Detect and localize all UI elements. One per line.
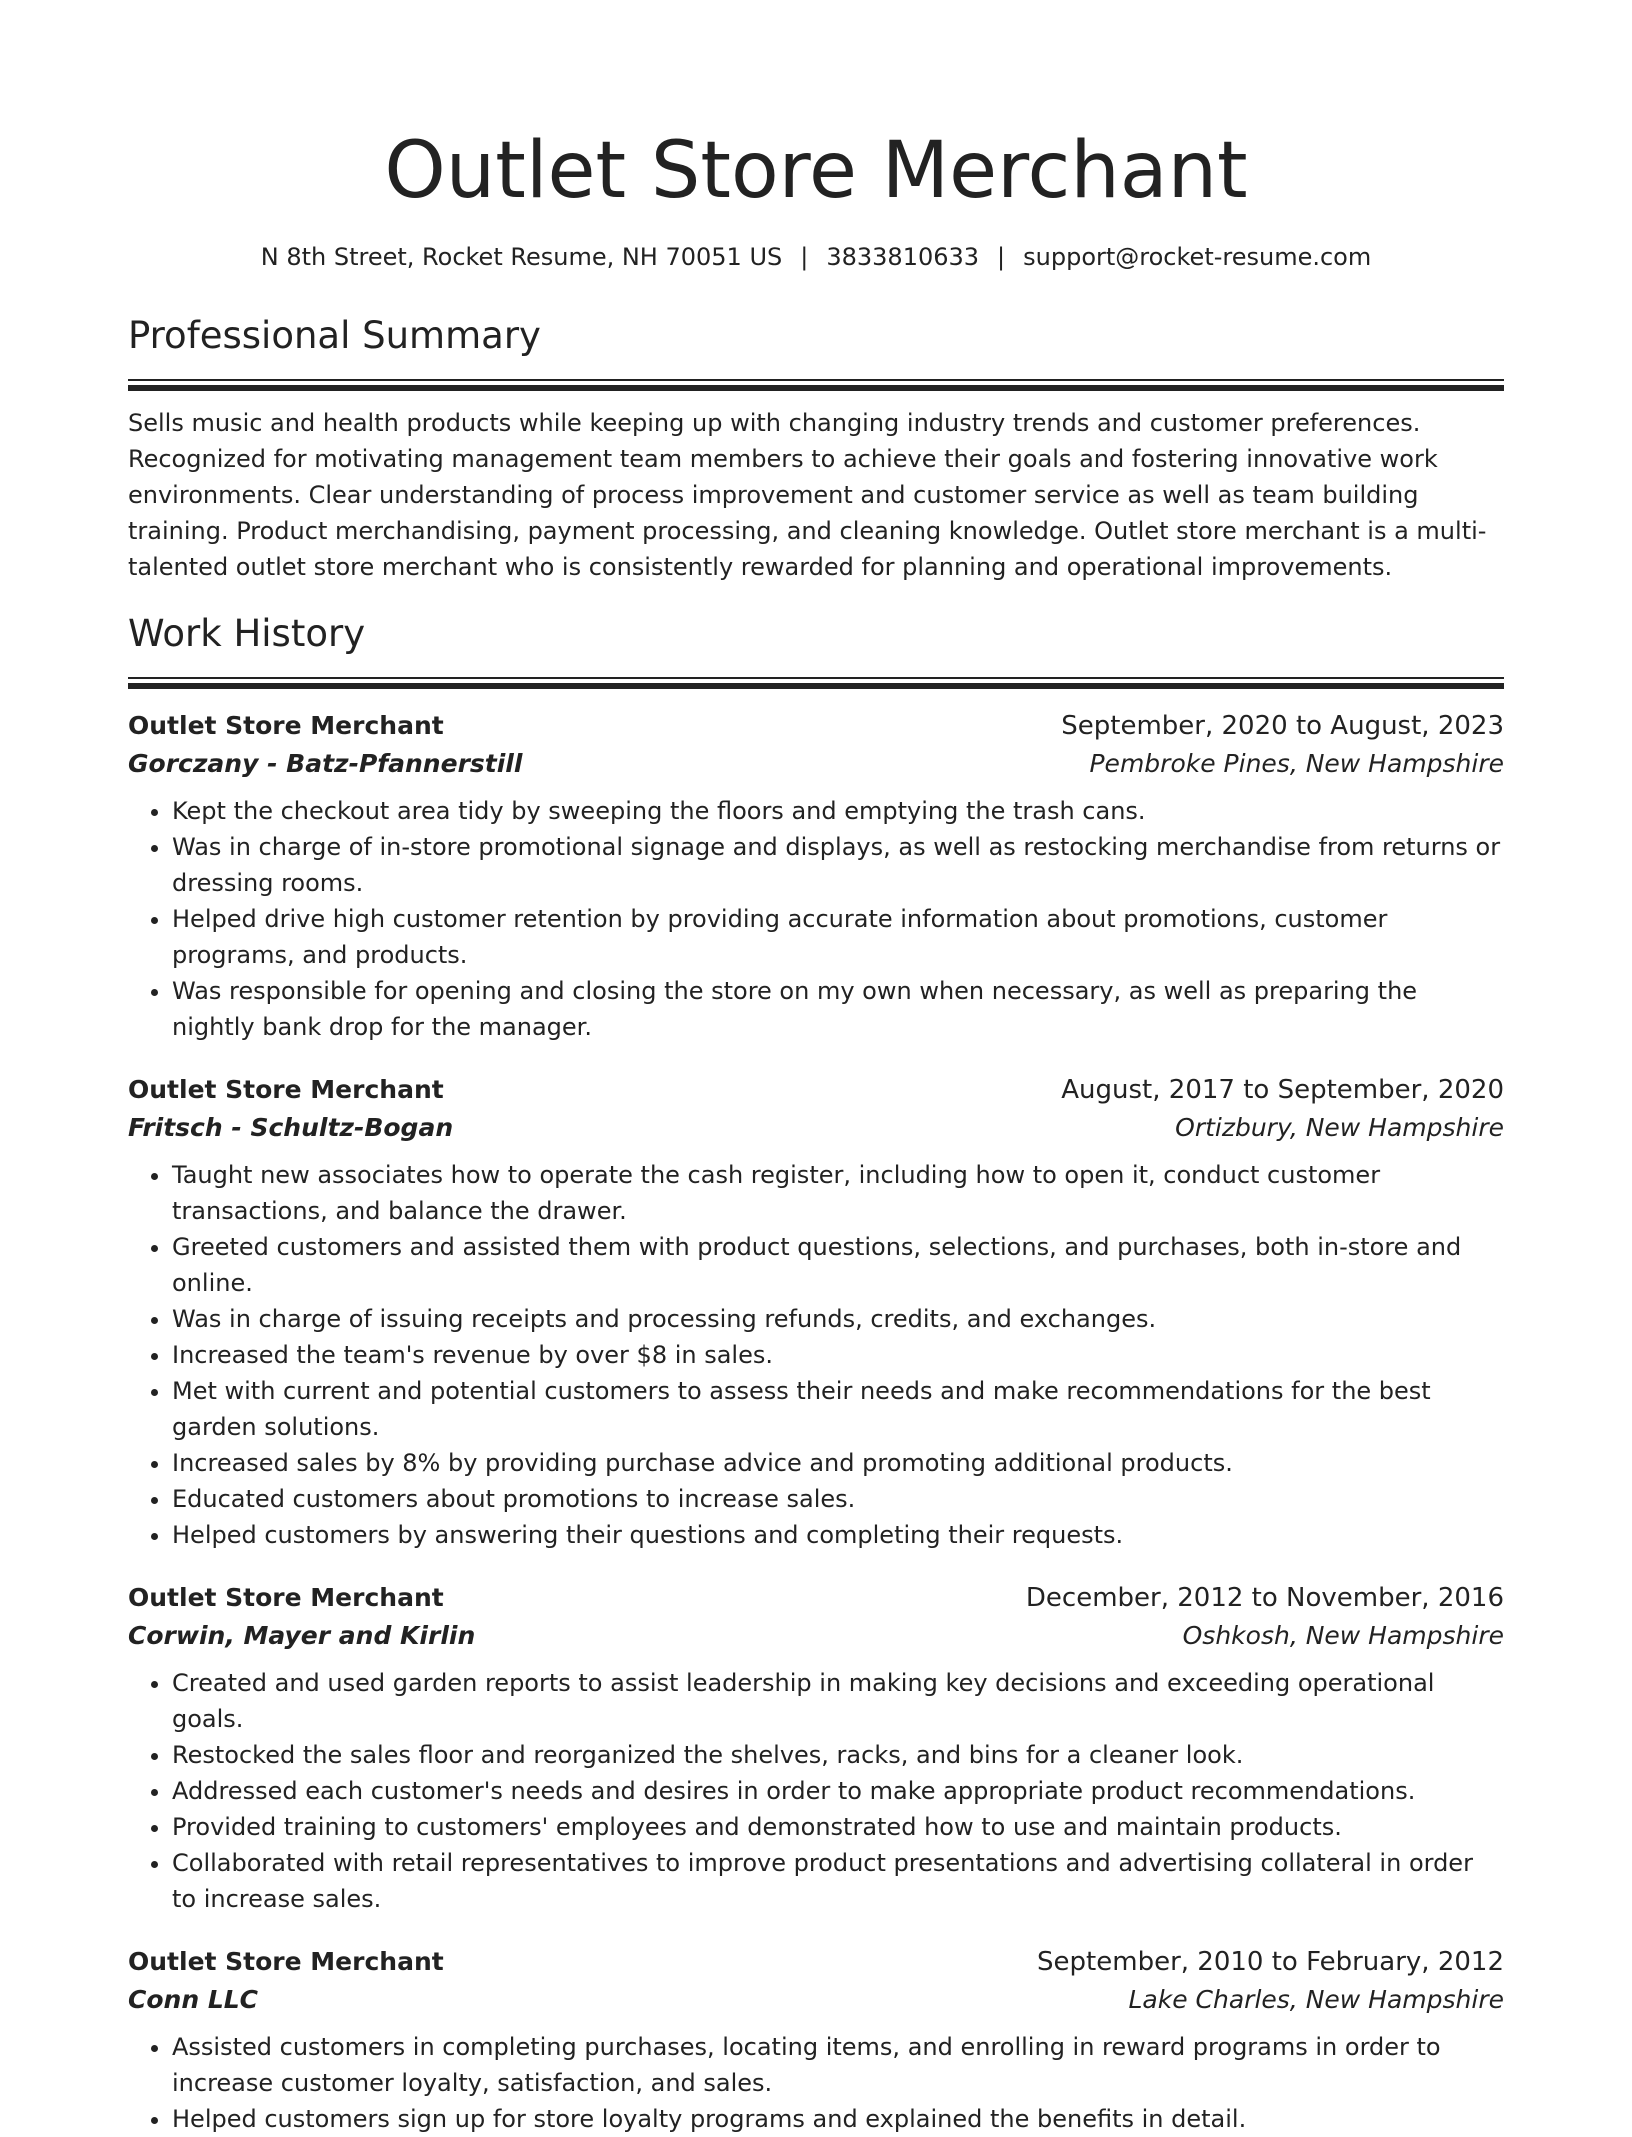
job-bullet: • Helped customers sign up for store loyalty programs and explained the benefits in detail. — [172, 2101, 1504, 2137]
job-location: Ortizbury, New Hampshire — [1175, 1113, 1504, 1142]
work-history-section-header — [128, 609, 1504, 689]
job-title: Outlet Store Merchant — [128, 1075, 444, 1104]
job-header-row — [128, 1943, 1504, 1981]
job-dates: September, 2020 to August, 2023 — [1061, 711, 1504, 741]
job-bullet: • Assisted customers in completing purchases, locating items, and enrolling in reward programs in order to increase customer loyalty, satisfaction, and sales. — [172, 2029, 1504, 2101]
job-location: Pembroke Pines, New Hampshire — [1089, 749, 1504, 778]
job-bullets — [128, 1665, 1504, 1917]
job-bullet: • Was in charge of issuing receipts and processing refunds, credits, and exchanges. — [172, 1301, 1504, 1337]
job-header-row — [128, 1071, 1504, 1109]
job-entry — [128, 1579, 1504, 1917]
job-title: Outlet Store Merchant — [128, 1947, 444, 1976]
job-bullet: • Kept the checkout area tidy by sweeping the floors and emptying the trash cans. — [172, 793, 1504, 829]
job-company: Fritsch - Schultz-Bogan — [128, 1113, 454, 1142]
job-bullet: • Provided training to customers' employees and demonstrated how to use and maintain products. — [172, 1809, 1504, 1845]
job-header-row — [128, 1579, 1504, 1617]
job-bullet: • Collaborated with retail representatives to improve product presentations and advertising collateral in order to increase sales. — [172, 1845, 1504, 1917]
job-location: Lake Charles, New Hampshire — [1128, 1985, 1504, 2014]
job-bullet: • Taught new associates how to operate the cash register, including how to open it, conduct customer transactions, and balance the drawer. — [172, 1157, 1504, 1229]
job-bullet: • Addressed each customer's needs and desires in order to make appropriate product recommendations. — [172, 1773, 1504, 1809]
summary-text: Sells music and health products while keeping up with changing industry trends and customer preferences. Recognized for motivating management team members to achieve their goals and fostering innovative work environments. Clear understanding of process improvement and customer service as well as team building training. Product merchandising, payment processing, and cleaning knowledge. Outlet store merchant is a multi-talented outlet store merchant who is consistently rewarded for planning and operational improvements. — [128, 409, 1487, 581]
job-bullets — [128, 793, 1504, 1045]
job-bullet: • Met with current and potential customers to assess their needs and make recommendations for the best garden solutions. — [172, 1373, 1504, 1445]
job-company-row — [128, 1981, 1504, 2019]
job-bullet: • Increased the team's revenue by over $8 in sales. — [172, 1337, 1504, 1373]
job-bullets — [128, 1157, 1504, 1553]
section-divider — [128, 677, 1504, 689]
job-company-row — [128, 1617, 1504, 1655]
job-header-row — [128, 707, 1504, 745]
resume-page — [128, 0, 1504, 2137]
job-entry — [128, 1071, 1504, 1553]
job-dates: September, 2010 to February, 2012 — [1037, 1947, 1504, 1977]
job-location: Oshkosh, New Hampshire — [1182, 1621, 1504, 1650]
job-bullet: • Helped customers by answering their questions and completing their requests. — [172, 1517, 1504, 1553]
job-bullet: • Increased sales by 8% by providing purchase advice and promoting additional products. — [172, 1445, 1504, 1481]
job-bullet: • Was responsible for opening and closing the store on my own when necessary, as well as preparing the nightly bank drop for the manager. — [172, 973, 1504, 1045]
work-history-section-title: Work History — [128, 612, 366, 655]
job-company-row — [128, 745, 1504, 783]
job-company: Gorczany - Batz-Pfannerstill — [128, 749, 523, 778]
job-list — [128, 707, 1504, 2137]
job-bullet: • Helped drive high customer retention by providing accurate information about promotions, customer programs, and products. — [172, 901, 1504, 973]
contact-phone: 3833810633 — [826, 243, 980, 271]
job-bullet: • Was in charge of in-store promotional signage and displays, as well as restocking merchandise from returns or dressing rooms. — [172, 829, 1504, 901]
job-bullets — [128, 2029, 1504, 2137]
job-company-row — [128, 1109, 1504, 1147]
job-bullet: • Educated customers about promotions to increase sales. — [172, 1481, 1504, 1517]
job-bullet: • Greeted customers and assisted them with product questions, selections, and purchases, both in-store and online. — [172, 1229, 1504, 1301]
contact-separator: | — [997, 243, 1006, 271]
job-dates: August, 2017 to September, 2020 — [1061, 1075, 1504, 1105]
resume-name: Outlet Store Merchant — [384, 126, 1248, 216]
job-entry — [128, 1943, 1504, 2137]
contact-separator: | — [800, 243, 809, 271]
section-divider — [128, 379, 1504, 391]
job-bullet: • Restocked the sales floor and reorganized the shelves, racks, and bins for a cleaner look. — [172, 1737, 1504, 1773]
contact-email: support@rocket-resume.com — [1023, 243, 1372, 271]
summary-section-title: Professional Summary — [128, 314, 541, 357]
job-company: Conn LLC — [128, 1985, 259, 2014]
job-title: Outlet Store Merchant — [128, 1583, 444, 1612]
job-title: Outlet Store Merchant — [128, 711, 444, 740]
job-company: Corwin, Mayer and Kirlin — [128, 1621, 476, 1650]
job-entry — [128, 707, 1504, 1045]
contact-line — [128, 241, 1504, 273]
job-dates: December, 2012 to November, 2016 — [1025, 1583, 1504, 1613]
contact-address: N 8th Street, Rocket Resume, NH 70051 US — [260, 243, 783, 271]
summary-section-header — [128, 311, 1504, 391]
job-bullet: • Created and used garden reports to assist leadership in making key decisions and exceeding operational goals. — [172, 1665, 1504, 1737]
